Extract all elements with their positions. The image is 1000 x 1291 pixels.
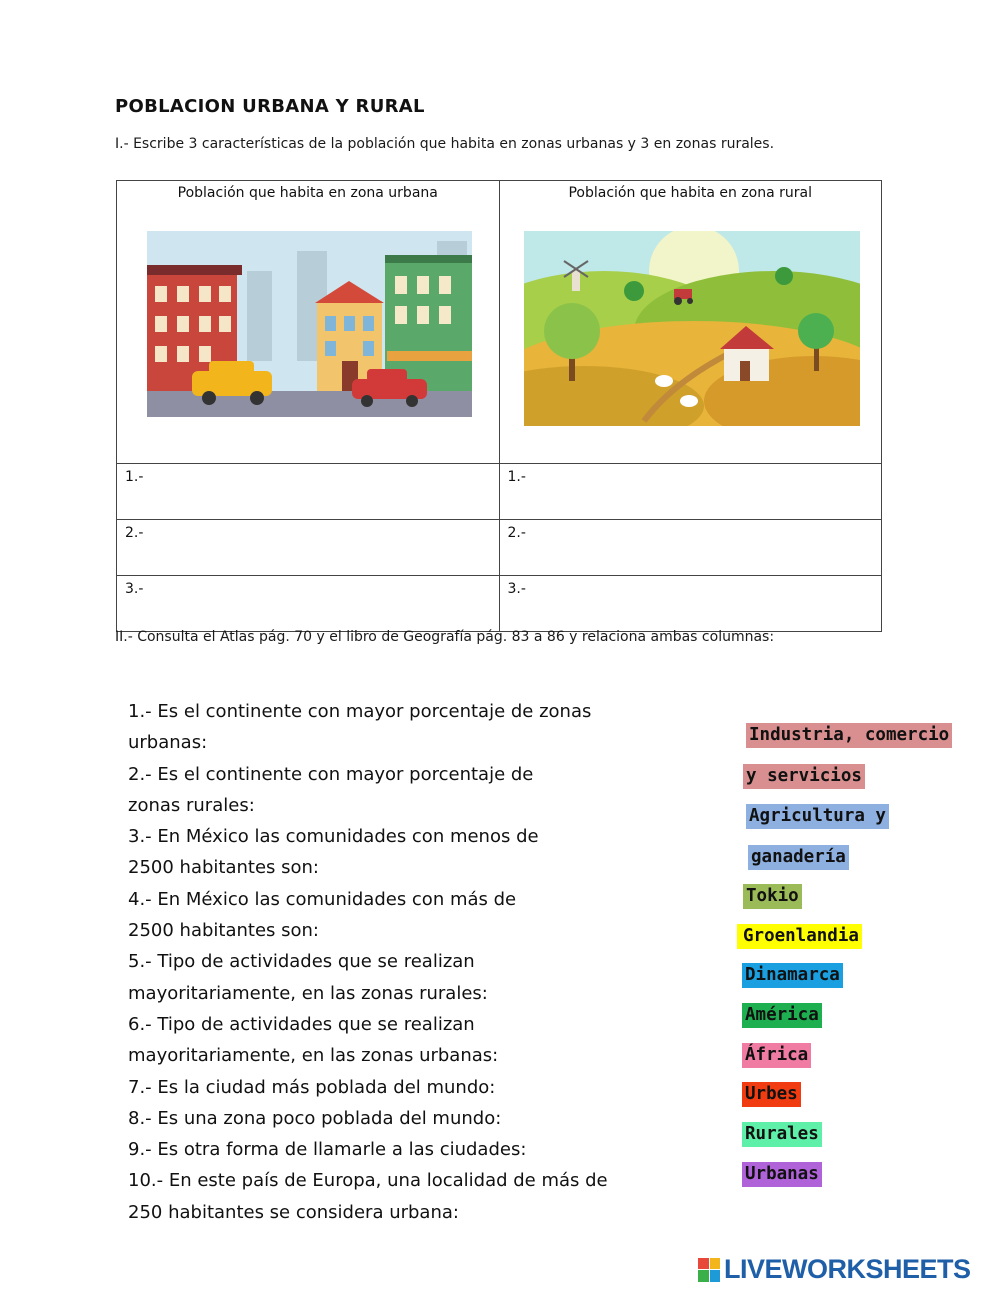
rural-header-cell [499,181,882,464]
urban-header-cell [117,181,500,464]
question-list [128,696,608,1228]
answer-tag-urbes[interactable]: Urbes [742,1082,801,1107]
question-line: urbanas: [128,732,208,754]
city-illustration [147,231,472,417]
characteristics-table [116,180,882,632]
question-line: 5.- Tipo de actividades que se realizan [128,951,475,973]
answer-tag-groenlandia[interactable]: Groenlandia [737,924,862,949]
question-line: 7.- Es la ciudad más poblada del mundo: [128,1076,496,1098]
answer-tag-agricultura[interactable]: Agricultura y [746,804,889,829]
question-line: mayoritariamente, en las zonas urbanas: [128,1045,499,1067]
answer-tag-rurales[interactable]: Rurales [742,1122,822,1147]
countryside-illustration [524,231,860,426]
logo-icon [698,1258,720,1282]
answer-tag-ganaderia[interactable]: ganadería [748,845,849,870]
rural-answer-2[interactable]: 2.- [499,520,882,576]
urban-answer-3[interactable]: 3.- [117,576,500,632]
question-line: zonas rurales: [128,794,255,816]
instruction-2: II.- Consulta el Atlas pág. 70 y el libro de Geografía pág. 83 a 86 y relaciona ambas columnas: [115,629,775,645]
question-line: 250 habitantes se considera urbana: [128,1201,459,1223]
question-line: 8.- Es una zona poco poblada del mundo: [128,1107,502,1129]
answer-tag-africa[interactable]: África [742,1043,811,1068]
question-line: 10.- En este país de Europa, una localidad de más de [128,1170,608,1192]
question-line: 2.- Es el continente con mayor porcentaje de [128,763,534,785]
urban-answer-2[interactable]: 2.- [117,520,500,576]
question-line: 2500 habitantes son: [128,920,319,942]
answer-tag-urbanas[interactable]: Urbanas [742,1162,822,1187]
rural-answer-3[interactable]: 3.- [499,576,882,632]
question-line: 3.- En México las comunidades con menos de [128,826,539,848]
answer-tag-dinamarca[interactable]: Dinamarca [742,963,843,988]
answer-tag-industria[interactable]: Industria, comercio [746,723,952,748]
page-title: POBLACION URBANA Y RURAL [115,96,425,117]
liveworksheets-logo[interactable] [698,1254,971,1285]
rural-answer-1[interactable]: 1.- [499,464,882,520]
question-line: 9.- Es otra forma de llamarle a las ciudades: [128,1139,527,1161]
urban-header: Población que habita en zona urbana [177,185,438,201]
logo-text: LIVEWORKSHEETS [724,1254,971,1284]
question-line: 1.- Es el continente con mayor porcentaje de zonas [128,701,592,722]
instruction-1: I.- Escribe 3 características de la población que habita en zonas urbanas y 3 en zonas rurales. [115,136,775,152]
rural-header: Población que habita en zona rural [568,185,813,201]
answer-tag-tokio[interactable]: Tokio [743,884,802,909]
answer-tag-servicios[interactable]: y servicios [743,764,865,789]
answer-tag-america[interactable]: América [742,1003,822,1028]
urban-answer-1[interactable]: 1.- [117,464,500,520]
question-line: mayoritariamente, en las zonas rurales: [128,982,488,1004]
question-line: 6.- Tipo de actividades que se realizan [128,1013,475,1035]
question-line: 2500 habitantes son: [128,857,319,879]
question-line: 4.- En México las comunidades con más de [128,888,517,910]
